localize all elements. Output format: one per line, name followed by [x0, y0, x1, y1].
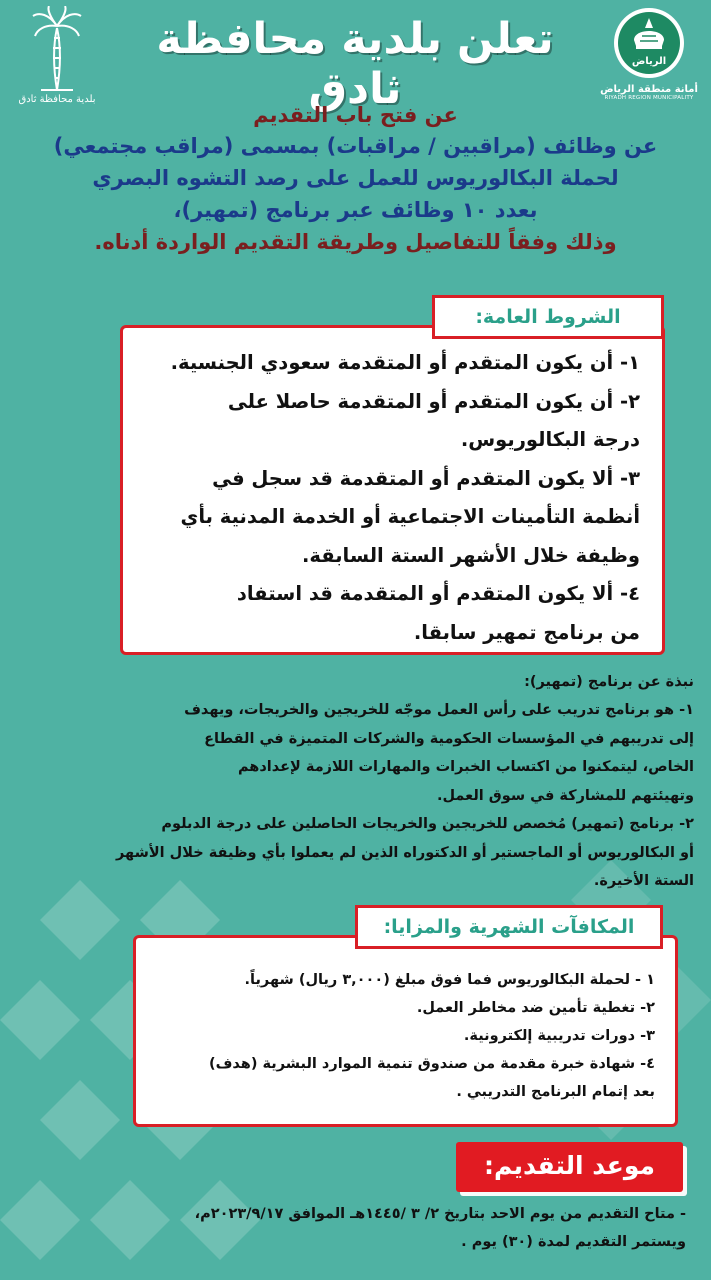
- rewards-line: بعد إتمام البرنامج التدريبي .: [456, 1084, 655, 1100]
- conditions-title: الشروط العامة:: [432, 295, 664, 339]
- conditions-line: وظيفة خلال الأشهر الستة السابقة.: [301, 543, 640, 567]
- rewards-line: ١ - لحملة البكالوريوس فما فوق مبلغ (٣,٠٠٠ ريال) شهرياً.: [244, 972, 655, 988]
- rewards-list: [150, 966, 655, 1106]
- conditions-line: ٤- ألا يكون المتقدم أو المتقدمة قد استفاد: [236, 582, 640, 605]
- conditions-list: [141, 344, 640, 652]
- conditions-box: [120, 325, 665, 655]
- rewards-line: ٤- شهادة خبرة مقدمة من صندوق تنمية الموارد البشرية (هدف): [208, 1056, 655, 1072]
- deadline-details: [18, 1200, 686, 1256]
- announcement-line-1: عن فتح باب التقديم: [253, 103, 458, 127]
- about-line: ١- هو برنامج تدريب على رأس العمل موجّه للخريجين والخريجات، ويهدف: [184, 702, 694, 718]
- conditions-line: درجة البكالوريوس.: [460, 428, 640, 451]
- announcement: [20, 100, 691, 258]
- right-logo-english: RIYADH REGION MUNICIPALITY: [604, 95, 694, 101]
- deadline-line-1: - متاح التقديم من يوم الاحد بتاريخ ٢/ ٣ /١٤٤٥هـ الموافق ٢٠٢٣/٩/١٧م،: [194, 1206, 686, 1222]
- right-logo-arabic: أمانة منطقة الرياض: [600, 84, 698, 95]
- announcement-line-5: وذلك وفقاً للتفاصيل وطريقة التقديم الواردة أدناه.: [94, 230, 617, 254]
- left-logo-text: بلدية محافظة ثادق: [18, 94, 96, 105]
- rewards-box: [133, 935, 678, 1127]
- deadline-line-2: ويستمر التقديم لمدة (٣٠) يوم .: [461, 1234, 686, 1250]
- right-logo-badge: الرياض: [631, 56, 667, 67]
- announcement-line-2: عن وظائف (مراقبين / مراقبات) بمسمى (مراقب مجتمعي): [53, 134, 658, 158]
- about-line: الستة الأخيرة.: [593, 873, 694, 889]
- announcement-line-4: بعدد ١٠ وظائف عبر برنامج (تمهير)،: [173, 198, 538, 222]
- about-heading: نبذة عن برنامج (تمهير):: [524, 674, 694, 690]
- rewards-line: ٣- دورات تدريبية إلكترونية.: [463, 1028, 655, 1044]
- rewards-line: ٢- تغطية تأمين ضد مخاطر العمل.: [416, 1000, 655, 1016]
- about-line: وتهيئتهم للمشاركة في سوق العمل.: [436, 787, 694, 804]
- conditions-line: من برنامج تمهير سابقا.: [413, 620, 640, 644]
- conditions-line: ٢- أن يكون المتقدم أو المتقدمة حاصلا على: [227, 389, 640, 413]
- about-program: [18, 668, 694, 896]
- page-title: تعلن بلدية محافظة ثادق: [156, 14, 554, 114]
- thadiq-municipality-logo: [14, 6, 100, 110]
- about-line: إلى تدريبهم في المؤسسات الحكومية والشركات المتميزة في القطاع: [204, 730, 694, 747]
- conditions-line: ١- أن يكون المتقدم أو المتقدمة سعودي الجنسية.: [170, 351, 640, 374]
- about-line: أو البكالوريوس أو الماجستير أو الدكتوراه الذين لم يعملوا بأي وظيفة خلال الأشهر: [115, 844, 694, 861]
- conditions-line: أنظمة التأمينات الاجتماعية أو الخدمة المدنية بأي: [180, 505, 640, 528]
- about-line: الخاص، ليتمكنوا من اكتساب الخبرات والمهارات اللازمة لإعدادهم: [237, 759, 694, 775]
- riyadh-emblem-icon: [612, 6, 686, 80]
- header: [0, 0, 711, 114]
- announcement-line-3: لحملة البكالوريوس للعمل على رصد التشوه البصري: [92, 166, 619, 190]
- rewards-title: المكافآت الشهرية والمزايا:: [355, 905, 663, 949]
- deadline-title: موعد التقديم:: [456, 1142, 683, 1192]
- about-line: ٢- برنامج (تمهير) مُخصص للخريجين والخريجات الحاصلين على درجة الدبلوم: [161, 816, 694, 832]
- riyadh-municipality-logo: [593, 6, 705, 104]
- palm-tree-icon: [27, 6, 87, 92]
- conditions-line: ٣- ألا يكون المتقدم أو المتقدمة قد سجل في: [212, 466, 640, 490]
